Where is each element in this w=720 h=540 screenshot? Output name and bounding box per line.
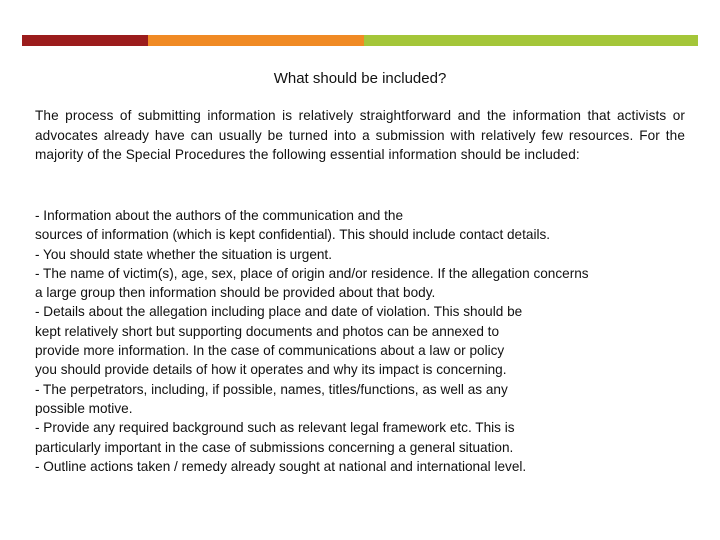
list-item-line: you should provide details of how it operates and why its impact is concerning.: [35, 362, 507, 378]
requirements-list: [35, 206, 697, 476]
list-item-line: - Outline actions taken / remedy already sought at national and international level.: [35, 458, 527, 474]
list-item-line: particularly important in the case of submissions concerning a general situation.: [35, 439, 514, 455]
list-item-line: possible motive.: [35, 400, 133, 416]
list-item-line: - Information about the authors of the communication and the: [35, 208, 404, 223]
list-item: [35, 302, 697, 379]
list-item-line: - Details about the allegation including place and date of violation. This should be: [35, 304, 523, 320]
top-bar-orange-segment: [148, 35, 364, 46]
list-item: [35, 418, 697, 457]
slide-title: What should be included?: [273, 70, 447, 87]
list-item-line: kept relatively short but supporting documents and photos can be annexed to: [35, 323, 499, 339]
list-item-line: - You should state whether the situation is urgent.: [35, 246, 332, 262]
list-item-line: provide more information. In the case of communications about a law or policy: [35, 343, 505, 359]
list-item: [35, 206, 697, 245]
decorative-top-bar: [22, 35, 698, 46]
list-item: [35, 245, 697, 264]
list-item-line: - Provide any required background such as relevant legal framework etc. This is: [35, 420, 515, 436]
list-item-line: sources of information (which is kept confidential). This should include contact details.: [35, 227, 551, 243]
intro-paragraph: The process of submitting information is relatively straightforward and the information that activists or advocates already have can usually be turned into a submission with relatively few resources. For the majority of the Special Procedures the following essential information should be included:: [35, 108, 685, 162]
top-bar-red-segment: [22, 35, 148, 46]
list-item-line: - The name of victim(s), age, sex, place of origin and/or residence. If the allegation concerns: [35, 265, 589, 281]
list-item-line: a large group then information should be provided about that body.: [35, 285, 436, 301]
list-item-line: - The perpetrators, including, if possible, names, titles/functions, as well as any: [35, 381, 508, 397]
top-bar-green-segment: [364, 35, 698, 46]
list-item: [35, 264, 697, 303]
list-item: [35, 380, 697, 419]
list-item: [35, 457, 697, 476]
